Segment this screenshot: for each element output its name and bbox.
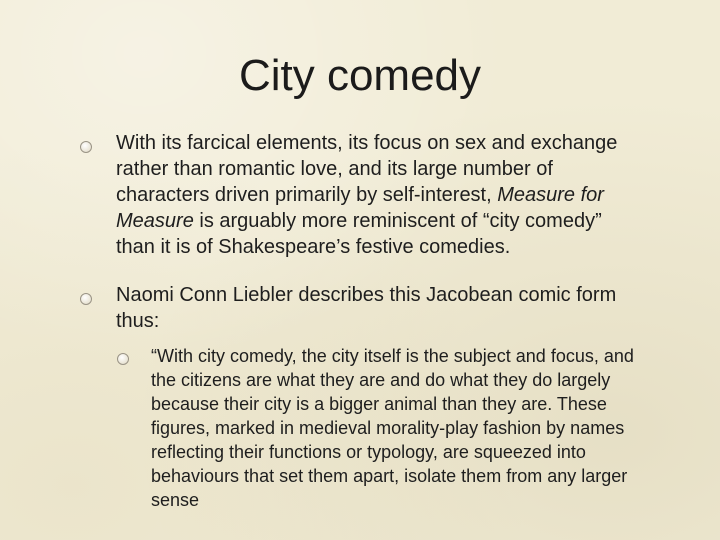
bullet-list [0,128,720,512]
play-title-italic: Measure for Measure [116,184,604,232]
bullet-item-liebler [0,282,646,334]
sub-bullet-quote [0,344,651,512]
bullet-item-city-comedy [0,130,646,260]
bullet-text-end: is arguably more reminiscent of “city comedy” than it is of Shakespeare’s festive comedies. [116,210,602,258]
quote-text: “With city comedy, the city itself is the subject and focus, and the citizens are what they are and do what they do largely because their city is a bigger animal than they are. These figures, marked in medieval morality-play fashion by names reflecting their functions or typology, are squeezed into behaviours that set them apart, isolate them from any larger sense [151,346,634,510]
bullet-circle-icon [80,141,92,153]
bullet-text-start: With its farcical elements, its focus on sex and exchange rather than romantic love, and its large number of characters driven primarily by self-interest, [116,132,618,206]
bullet-text: Naomi Conn Liebler describes this Jacobean comic form thus: [116,284,617,332]
slide-title: City comedy [238,51,482,100]
bullet-circle-icon [80,293,92,305]
bullet-circle-icon [117,353,129,365]
